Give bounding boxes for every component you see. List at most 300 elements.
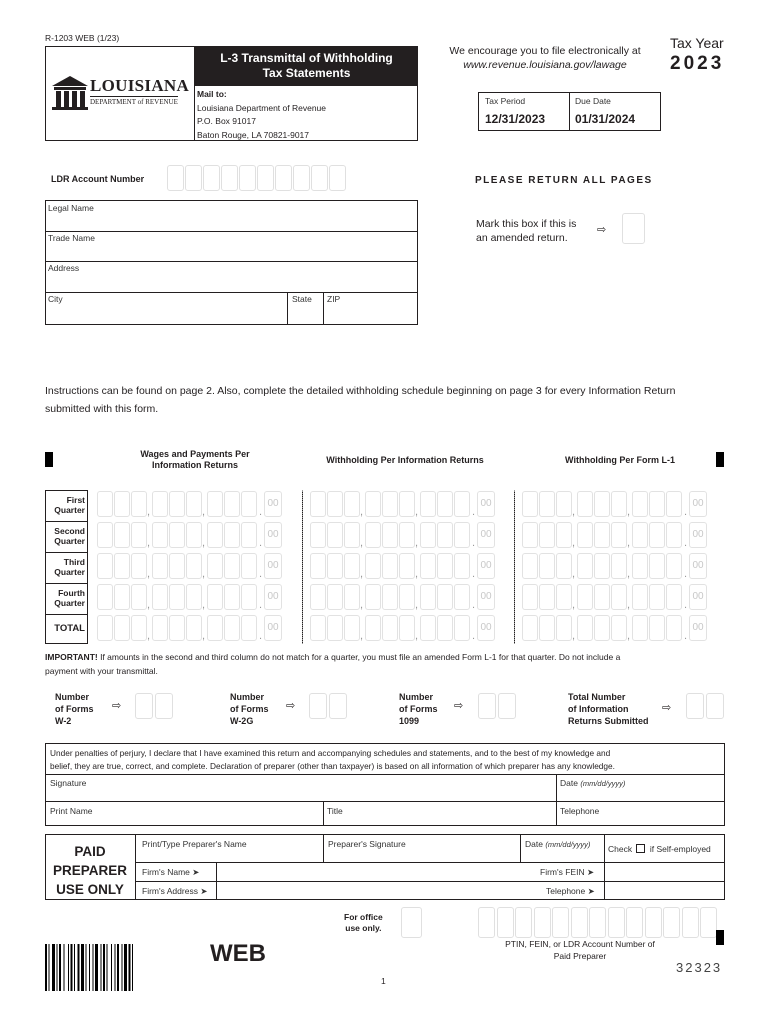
count-total-box-2[interactable] <box>706 693 724 719</box>
arrow-icon: ➤ <box>192 867 200 877</box>
digit-box[interactable] <box>152 615 168 641</box>
cents-box[interactable]: 00 <box>689 522 707 548</box>
digit-box[interactable] <box>241 553 257 579</box>
mail-to-label: Mail to: <box>197 89 227 99</box>
digit-box[interactable] <box>131 522 147 548</box>
cents-box[interactable]: 00 <box>477 553 495 579</box>
digit-box[interactable] <box>344 522 360 548</box>
signature-field[interactable] <box>46 788 555 800</box>
digit-box[interactable] <box>649 522 665 548</box>
ptin-line1: PTIN, FEIN, or LDR Account Number of <box>505 939 655 949</box>
digit-box[interactable] <box>241 615 257 641</box>
col-withholding-l1-header: Withholding Per Form L-1 <box>565 455 675 465</box>
comma-separator: , <box>415 568 419 580</box>
count-w2-box-1[interactable] <box>135 693 153 719</box>
digit-box[interactable] <box>632 522 648 548</box>
form-title <box>195 46 418 86</box>
digit-box[interactable] <box>666 553 682 579</box>
digit-box[interactable] <box>344 491 360 517</box>
count-1099-box-1[interactable] <box>478 693 496 719</box>
amount-withholding-l1-q4[interactable] <box>522 584 722 610</box>
office-use-line1: For office <box>344 912 383 922</box>
cents-box[interactable]: 00 <box>477 615 495 641</box>
comma-separator: , <box>415 506 419 518</box>
registration-mark-left <box>45 452 53 467</box>
web-mark: WEB <box>210 940 266 967</box>
print-name-label: Print Name <box>50 806 93 816</box>
preparer-date-field[interactable] <box>521 850 603 861</box>
ptin-digit-box[interactable] <box>534 907 551 938</box>
amount-withholding-ir-q2[interactable] <box>310 522 510 548</box>
digit-box[interactable] <box>594 522 610 548</box>
digit-box[interactable] <box>169 584 185 610</box>
ptin-digit-box[interactable] <box>515 907 532 938</box>
digit-box[interactable] <box>382 553 398 579</box>
digit-box[interactable] <box>666 584 682 610</box>
digit-box[interactable] <box>649 553 665 579</box>
row-label-q4 <box>48 588 85 608</box>
title-field[interactable] <box>324 815 555 825</box>
digit-box[interactable] <box>611 491 627 517</box>
digit-box[interactable] <box>310 584 326 610</box>
digit-box[interactable] <box>577 615 593 641</box>
ldr-account-label: LDR Account Number <box>51 174 145 184</box>
digit-box[interactable] <box>666 615 682 641</box>
digit-box[interactable] <box>365 553 381 579</box>
trade-name-label: Trade Name <box>48 233 95 243</box>
digit-box[interactable] <box>522 553 538 579</box>
address-field[interactable] <box>46 274 417 291</box>
digit-box[interactable] <box>611 522 627 548</box>
sign-date-label <box>560 778 625 788</box>
ptin-digit-box[interactable] <box>571 907 588 938</box>
digit-box[interactable] <box>399 615 415 641</box>
ptin-digit-box[interactable] <box>645 907 662 938</box>
digit-box[interactable] <box>437 584 453 610</box>
city-field[interactable] <box>46 305 286 324</box>
digit-box[interactable] <box>594 615 610 641</box>
cents-box[interactable]: 00 <box>477 491 495 517</box>
instructions-line1: Instructions can be found on page 2. Also, complete the detailed withholding schedule beginning on page 3 for every Information Return <box>45 385 676 397</box>
comma-separator: , <box>415 537 419 549</box>
digit-box[interactable] <box>522 491 538 517</box>
count-w2-c: W-2 <box>55 716 72 726</box>
digit-box[interactable] <box>539 584 555 610</box>
digit-box[interactable] <box>224 522 240 548</box>
digit-box[interactable] <box>577 522 593 548</box>
digit-box[interactable] <box>327 584 343 610</box>
decimal-point: . <box>259 537 263 549</box>
digit-box[interactable] <box>632 491 648 517</box>
telephone-label: Telephone <box>560 806 600 816</box>
count-1099-box-2[interactable] <box>498 693 516 719</box>
digit-box[interactable] <box>399 522 415 548</box>
amount-wages-q3[interactable] <box>97 553 297 579</box>
ptin-digit-box[interactable] <box>626 907 643 938</box>
digit-box[interactable] <box>186 522 202 548</box>
digit-box[interactable] <box>594 584 610 610</box>
preparer-name-field[interactable] <box>136 850 322 861</box>
digit-box[interactable] <box>97 584 113 610</box>
digit-box[interactable] <box>186 553 202 579</box>
ptin-boxes[interactable] <box>478 907 718 938</box>
preparer-name-label: Print/Type Preparer's Name <box>142 839 247 849</box>
digit-box[interactable] <box>365 522 381 548</box>
barcode <box>45 944 185 991</box>
comma-separator: , <box>415 630 419 642</box>
logo-sub: DEPARTMENT of REVENUE <box>90 98 178 106</box>
digit-box[interactable] <box>539 522 555 548</box>
cents-box[interactable]: 00 <box>264 491 282 517</box>
digit-box[interactable] <box>327 553 343 579</box>
form-code: 32323 <box>676 960 723 975</box>
zip-field[interactable] <box>324 305 417 324</box>
row-label-q4-a: Fourth <box>58 588 85 598</box>
decimal-point: . <box>472 537 476 549</box>
comma-separator: , <box>360 506 364 518</box>
ptin-digit-box[interactable] <box>552 907 569 938</box>
sign-date-field[interactable] <box>557 788 724 800</box>
ptin-digit-box[interactable] <box>478 907 495 938</box>
cents-box[interactable]: 00 <box>264 553 282 579</box>
digit-box[interactable] <box>632 584 648 610</box>
digit-box[interactable] <box>382 522 398 548</box>
digit-box[interactable] <box>577 553 593 579</box>
ptin-digit-box[interactable] <box>497 907 514 938</box>
amount-wages-q4[interactable] <box>97 584 297 610</box>
digit-box[interactable] <box>97 553 113 579</box>
efile-url[interactable]: www.revenue.louisiana.gov/lawage <box>463 59 627 71</box>
perjury-statement <box>50 747 722 773</box>
digit-box[interactable] <box>365 615 381 641</box>
digit-box[interactable] <box>344 553 360 579</box>
print-name-field[interactable] <box>46 815 322 825</box>
tax-period-label: Tax Period <box>485 96 526 106</box>
amount-withholding-l1-q1[interactable] <box>522 491 722 517</box>
amended-line2: an amended return. <box>476 232 568 244</box>
count-w2g-box-2[interactable] <box>329 693 347 719</box>
digit-box[interactable] <box>310 522 326 548</box>
legal-name-field[interactable] <box>46 214 417 230</box>
digit-box[interactable] <box>310 491 326 517</box>
digit-box[interactable] <box>522 615 538 641</box>
digit-box[interactable] <box>310 553 326 579</box>
digit-box[interactable] <box>152 584 168 610</box>
digit-box[interactable] <box>611 553 627 579</box>
digit-box[interactable] <box>577 584 593 610</box>
digit-box[interactable] <box>241 584 257 610</box>
digit-box[interactable] <box>522 584 538 610</box>
count-total-box-1[interactable] <box>686 693 704 719</box>
title-line2: Tax Statements <box>262 66 351 80</box>
digit-box[interactable] <box>382 615 398 641</box>
comma-separator: , <box>202 537 206 549</box>
digit-box[interactable] <box>152 491 168 517</box>
firm-fein-text: Firm's FEIN <box>540 867 585 877</box>
trade-name-field[interactable] <box>46 244 417 260</box>
digit-box[interactable] <box>437 615 453 641</box>
digit-box[interactable] <box>327 491 343 517</box>
decimal-point: . <box>472 599 476 611</box>
ptin-digit-box[interactable] <box>663 907 680 938</box>
digit-box[interactable] <box>310 615 326 641</box>
amended-checkbox[interactable] <box>622 213 645 244</box>
digit-box[interactable] <box>169 491 185 517</box>
row-label-q2-b: Quarter <box>54 536 85 546</box>
decimal-point: . <box>259 630 263 642</box>
count-total-label <box>568 691 649 727</box>
title-line1: L-3 Transmittal of Withholding <box>220 51 393 65</box>
digit-box[interactable] <box>207 615 223 641</box>
comma-separator: , <box>360 568 364 580</box>
registration-mark-bottom <box>716 930 724 945</box>
cents-box[interactable]: 00 <box>264 522 282 548</box>
digit-box[interactable] <box>186 584 202 610</box>
digit-box[interactable] <box>186 491 202 517</box>
digit-box[interactable] <box>437 553 453 579</box>
cents-box[interactable]: 00 <box>477 584 495 610</box>
digit-box[interactable] <box>454 615 470 641</box>
digit-box[interactable] <box>224 491 240 517</box>
digit-box[interactable] <box>382 491 398 517</box>
ptin-digit-box[interactable] <box>608 907 625 938</box>
arrow-right-icon: ⇨ <box>597 224 607 236</box>
digit-box[interactable] <box>454 553 470 579</box>
firm-address-field[interactable] <box>217 882 603 899</box>
row-label-q2-a: Second <box>54 526 85 536</box>
digit-box[interactable] <box>399 491 415 517</box>
digit-box[interactable] <box>169 615 185 641</box>
digit-box[interactable] <box>382 584 398 610</box>
city-label: City <box>48 294 63 304</box>
preparer-heading-3: USE ONLY <box>56 882 124 897</box>
digit-box[interactable] <box>649 615 665 641</box>
cents-box[interactable]: 00 <box>477 522 495 548</box>
digit-box[interactable] <box>114 491 130 517</box>
digit-box[interactable] <box>169 522 185 548</box>
digit-box[interactable] <box>97 615 113 641</box>
amount-withholding-l1-q2[interactable] <box>522 522 722 548</box>
count-w2g-box-1[interactable] <box>309 693 327 719</box>
decimal-point: . <box>259 599 263 611</box>
digit-box[interactable] <box>241 522 257 548</box>
digit-box[interactable] <box>97 491 113 517</box>
comma-separator: , <box>147 506 151 518</box>
digit-box[interactable] <box>207 491 223 517</box>
decimal-point: . <box>472 568 476 580</box>
comma-separator: , <box>147 630 151 642</box>
digit-box[interactable] <box>539 615 555 641</box>
digit-box[interactable] <box>556 615 572 641</box>
mail-to <box>197 88 326 142</box>
digit-box[interactable] <box>114 553 130 579</box>
digit-box[interactable] <box>611 615 627 641</box>
arrow-right-icon: ⇨ <box>454 700 464 712</box>
digit-box[interactable] <box>577 491 593 517</box>
digit-box[interactable] <box>327 522 343 548</box>
digit-box[interactable] <box>649 491 665 517</box>
efile-note <box>425 44 665 72</box>
count-1099-label <box>399 691 438 727</box>
cents-box[interactable]: 00 <box>689 491 707 517</box>
decimal-point: . <box>684 630 688 642</box>
arrow-icon: ➤ <box>200 886 208 896</box>
digit-box[interactable] <box>365 584 381 610</box>
digit-box[interactable] <box>131 615 147 641</box>
amount-withholding-l1-q3[interactable] <box>522 553 722 579</box>
self-employed-checkbox[interactable] <box>636 844 645 853</box>
important-line2: payment with your transmittal. <box>45 666 158 676</box>
firm-address-label <box>142 886 207 897</box>
preparer-telephone-text: Telephone <box>546 886 586 896</box>
digit-box[interactable] <box>649 584 665 610</box>
cents-box[interactable]: 00 <box>689 615 707 641</box>
digit-box[interactable] <box>539 491 555 517</box>
digit-box[interactable] <box>420 615 436 641</box>
row-label-q1-b: Quarter <box>54 505 85 515</box>
digit-box[interactable] <box>632 553 648 579</box>
cents-box[interactable]: 00 <box>264 615 282 641</box>
comma-separator: , <box>147 599 151 611</box>
amount-wages-q1[interactable] <box>97 491 297 517</box>
digit-box[interactable] <box>207 553 223 579</box>
preparer-telephone-field[interactable] <box>605 882 724 899</box>
sign-date-format: (mm/dd/yyyy) <box>580 779 626 788</box>
count-w2-box-2[interactable] <box>155 693 173 719</box>
digit-box[interactable] <box>207 584 223 610</box>
digit-box[interactable] <box>454 491 470 517</box>
comma-separator: , <box>627 568 631 580</box>
digit-box[interactable] <box>169 553 185 579</box>
due-date-value: 01/31/2024 <box>575 112 636 126</box>
amount-withholding-l1-total[interactable] <box>522 615 722 641</box>
ptin-line2: Paid Preparer <box>553 951 607 961</box>
office-use-label <box>344 912 383 934</box>
digit-box[interactable] <box>241 491 257 517</box>
digit-box[interactable] <box>152 553 168 579</box>
count-total-a: Total Number <box>568 692 626 702</box>
digit-box[interactable] <box>556 491 572 517</box>
digit-box[interactable] <box>131 491 147 517</box>
legal-name-label: Legal Name <box>48 203 94 213</box>
digit-box[interactable] <box>97 522 113 548</box>
digit-box[interactable] <box>131 553 147 579</box>
digit-box[interactable] <box>114 522 130 548</box>
digit-box[interactable] <box>224 584 240 610</box>
digit-box[interactable] <box>522 522 538 548</box>
tax-year-label: Tax Year <box>670 35 724 51</box>
digit-box[interactable] <box>611 584 627 610</box>
comma-separator: , <box>202 630 206 642</box>
amended-text <box>476 217 576 245</box>
digit-box[interactable] <box>632 615 648 641</box>
arrow-icon: ➤ <box>587 886 595 896</box>
digit-box[interactable] <box>420 553 436 579</box>
preparer-date-label <box>525 839 590 849</box>
office-use-line2: use only. <box>345 923 382 933</box>
comma-separator: , <box>572 568 576 580</box>
firm-name-field[interactable] <box>217 863 603 880</box>
digit-box[interactable] <box>114 584 130 610</box>
state-field[interactable] <box>288 305 322 324</box>
firm-address-text: Firm's Address <box>142 886 198 896</box>
digit-box[interactable] <box>420 584 436 610</box>
comma-separator: , <box>202 506 206 518</box>
address-label: Address <box>48 263 80 273</box>
preparer-signature-field[interactable] <box>324 850 519 861</box>
digit-box[interactable] <box>365 491 381 517</box>
check-text: Check <box>608 844 633 854</box>
firm-fein-field[interactable] <box>605 863 724 880</box>
cents-box[interactable]: 00 <box>689 584 707 610</box>
digit-box[interactable] <box>186 615 202 641</box>
paid-preparer-heading <box>45 842 135 899</box>
mail-to-line1: Louisiana Department of Revenue <box>197 102 326 113</box>
count-1099-c: 1099 <box>399 716 420 726</box>
amount-wages-total[interactable] <box>97 615 297 641</box>
digit-box[interactable] <box>399 584 415 610</box>
row-label-q1-a: First <box>66 495 85 505</box>
amount-wages-q2[interactable] <box>97 522 297 548</box>
row-label-q3-b: Quarter <box>54 567 85 577</box>
digit-box[interactable] <box>344 615 360 641</box>
digit-box[interactable] <box>437 491 453 517</box>
digit-box[interactable] <box>420 491 436 517</box>
digit-box[interactable] <box>224 553 240 579</box>
due-date-label: Due Date <box>575 96 611 106</box>
digit-box[interactable] <box>556 553 572 579</box>
digit-box[interactable] <box>454 584 470 610</box>
row-label-q4-b: Quarter <box>54 598 85 608</box>
digit-box[interactable] <box>666 491 682 517</box>
digit-box[interactable] <box>114 615 130 641</box>
ptin-digit-box[interactable] <box>682 907 699 938</box>
digit-box[interactable] <box>556 584 572 610</box>
amount-withholding-ir-total[interactable] <box>310 615 510 641</box>
telephone-field[interactable] <box>557 815 724 825</box>
digit-box[interactable] <box>152 522 168 548</box>
self-employed-check <box>608 844 711 854</box>
digit-box[interactable] <box>131 584 147 610</box>
digit-box[interactable] <box>437 522 453 548</box>
digit-box[interactable] <box>594 491 610 517</box>
decimal-point: . <box>684 599 688 611</box>
digit-box[interactable] <box>454 522 470 548</box>
cents-box[interactable]: 00 <box>689 553 707 579</box>
digit-box[interactable] <box>420 522 436 548</box>
digit-box[interactable] <box>344 584 360 610</box>
amount-withholding-ir-q1[interactable] <box>310 491 510 517</box>
ptin-digit-box[interactable] <box>700 907 717 938</box>
ptin-digit-box[interactable] <box>589 907 606 938</box>
digit-box[interactable] <box>556 522 572 548</box>
amount-withholding-ir-q3[interactable] <box>310 553 510 579</box>
count-1099-b: of Forms <box>399 704 438 714</box>
digit-box[interactable] <box>399 553 415 579</box>
digit-box[interactable] <box>224 615 240 641</box>
digit-box[interactable] <box>594 553 610 579</box>
comma-separator: , <box>572 537 576 549</box>
amount-withholding-ir-q4[interactable] <box>310 584 510 610</box>
digit-box[interactable] <box>207 522 223 548</box>
digit-box[interactable] <box>327 615 343 641</box>
digit-box[interactable] <box>539 553 555 579</box>
ldr-account-boxes[interactable] <box>167 165 349 191</box>
cents-box[interactable]: 00 <box>264 584 282 610</box>
comma-separator: , <box>572 599 576 611</box>
digit-box[interactable] <box>666 522 682 548</box>
amended-line1: Mark this box if this is <box>476 218 577 230</box>
